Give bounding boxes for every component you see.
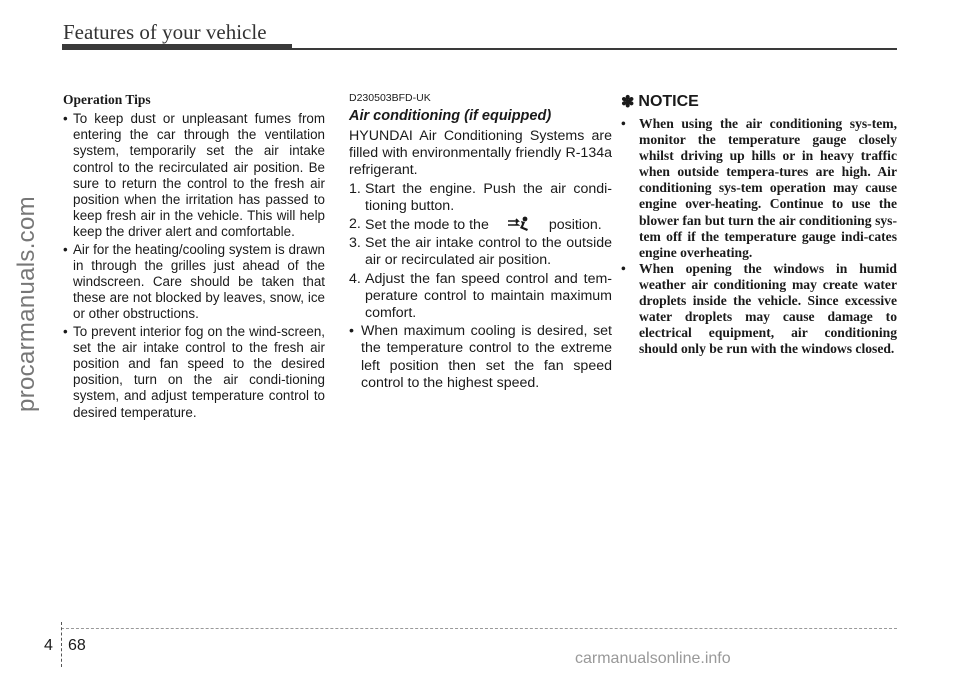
notice-star-icon: ✽ (621, 94, 635, 111)
header-bar (62, 44, 292, 50)
operation-tips-heading: Operation Tips (63, 92, 151, 107)
column-notice (621, 92, 897, 357)
step-text: Adjust the fan speed control and tem-perature control to maintain maximum comfort. (365, 270, 612, 322)
step-text: Set the mode to the (365, 217, 489, 234)
notice-item: • When opening the windows in humid weather air conditioning may create water droplets inside the vehicle. Since excessive water droplets may cause damage to electrical equipment, air conditioning should only be run with the windows closed. (621, 261, 897, 358)
chapter-number: 4 (44, 637, 53, 654)
step-text: position. (548, 217, 602, 234)
step-number: 2. (349, 216, 361, 233)
bottom-watermark: carmanualsonline.info (575, 650, 731, 667)
tip-item: • Air for the heating/cooling system is drawn in through the grilles just ahead of the windscreen. Care should be taken that these are not blocked by leaves, snow, ice or other obstructions. (63, 242, 325, 323)
page-number: 68 (68, 637, 86, 654)
page-number-divider (61, 622, 62, 667)
step-item (349, 271, 612, 323)
step-item (349, 181, 612, 215)
step-text: Set the air intake control to the outside air or recirculated air position. (365, 235, 612, 269)
column-operation-tips (63, 92, 325, 422)
tip-item: • To prevent interior fog on the wind-screen, set the air intake control to the fresh air position and fan speed to the desired position, turn on the air condi-tioning system, and adjust temperature control to desired temperature. (63, 324, 325, 421)
face-vent-mode-icon (507, 216, 531, 232)
notice-item: • When using the air conditioning sys-tem, monitor the temperature gauge closely whilst driving up hills or in heavy traffic when outside tempera-tures are high. Air conditioning sys-tem operation may cause engine over-heating. Continue to use the blower fan but turn the air conditioning sys-tem off if the temperature gauge indi-cates engine overheating. (621, 116, 897, 261)
step-item (349, 235, 612, 269)
step-number: 4. (349, 270, 361, 287)
notice-title: NOTICE (638, 93, 699, 110)
section-title: Air conditioning (if equipped) (349, 108, 552, 124)
side-watermark: procarmanuals.com (13, 196, 40, 412)
page-header-title: Features of your vehicle (63, 20, 267, 44)
section-code: D230503BFD-UK (349, 92, 431, 104)
column-air-conditioning (349, 92, 612, 393)
step-number: 3. (349, 235, 361, 252)
footer-rule (61, 628, 897, 629)
step-number: 1. (349, 180, 361, 197)
step-item (349, 216, 612, 234)
header-rule (292, 48, 897, 50)
tip-item: • To keep dust or unpleasant fumes from entering the car through the ventilation system, temporarily set the air intake control to the recirculated air position. Be sure to return the control to the fresh air position when the irritation has passed to keep fresh air in the vehicle. This will help keep the driver alert and comfortable. (63, 111, 325, 241)
step-text: Start the engine. Push the air condi-tioning button. (365, 180, 612, 214)
cooling-tip: • When maximum cooling is desired, set the temperature control to the extreme left position then set the fan speed control to the highest speed. (349, 323, 612, 392)
notice-heading (621, 92, 897, 112)
section-intro: HYUNDAI Air Conditioning Systems are filled with environmentally friendly R-134a refrigerant. (349, 128, 612, 179)
